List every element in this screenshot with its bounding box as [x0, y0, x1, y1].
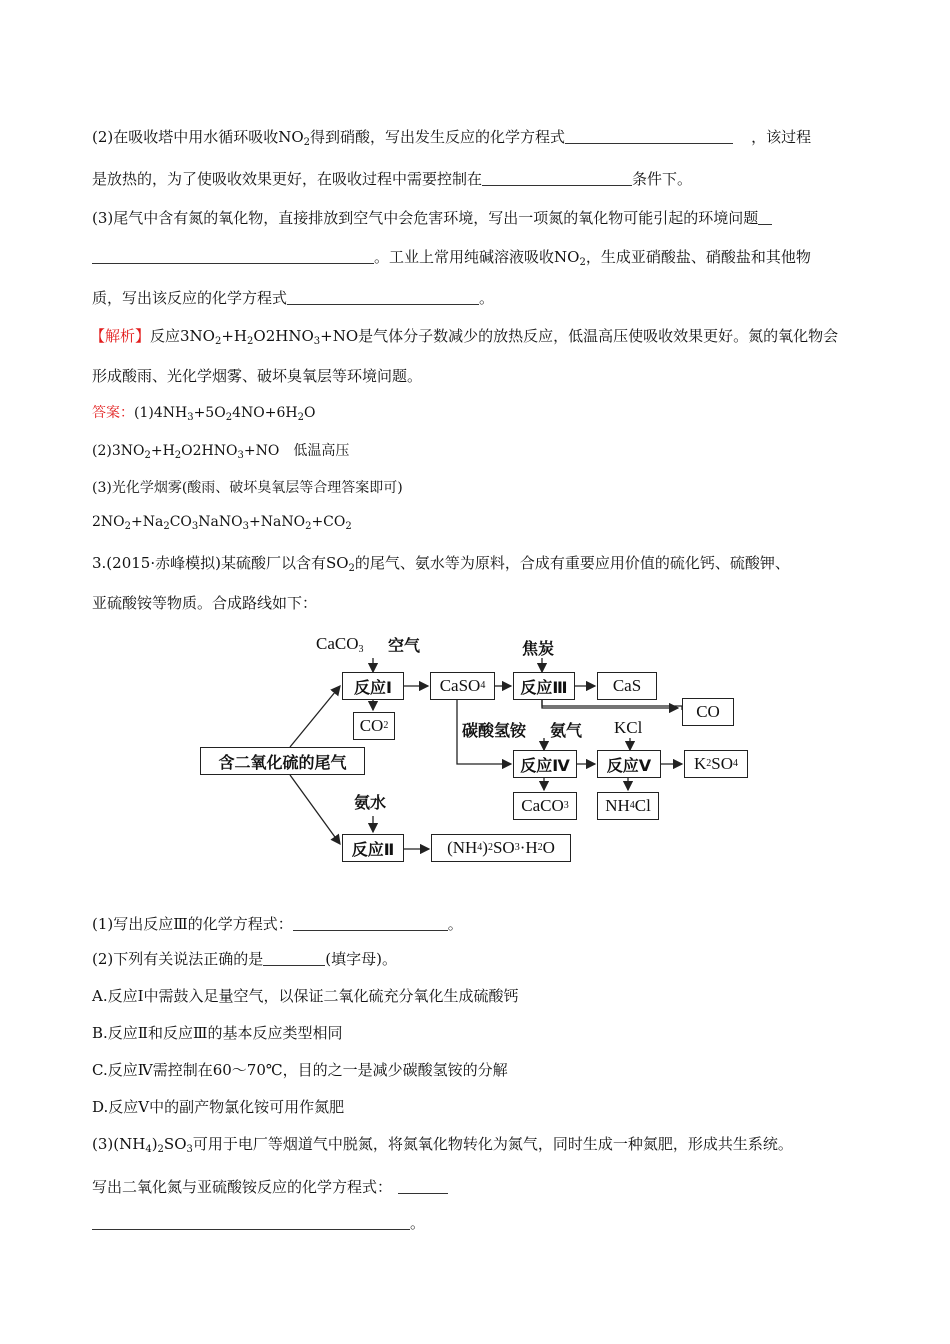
text: +NaNO	[249, 514, 306, 530]
text: O	[303, 405, 316, 421]
arrow-tail-r1	[290, 686, 340, 747]
text: (1)写出反应Ⅲ的化学方程式：	[92, 915, 293, 933]
text: 可用于电厂等烟道气中脱氮，将氮氧化物转化为氮气，同时生成一种氮肥，形成共生系统。	[192, 1135, 793, 1153]
subscript: 3	[242, 521, 249, 532]
answer-blank[interactable]	[565, 129, 733, 144]
answer-blank[interactable]	[92, 249, 374, 264]
subscript: 2	[297, 412, 304, 423]
text: +Na	[131, 514, 164, 530]
box-nh4cl: NH 4 Cl	[597, 792, 659, 820]
box-caco3-product: CaCO 3	[513, 792, 577, 820]
subscript: 4	[145, 1144, 152, 1155]
subscript: 2	[225, 412, 233, 423]
subscript: 3	[187, 412, 194, 423]
text: SO	[163, 1135, 187, 1153]
text: (2)下列有关说法正确的是	[92, 950, 264, 968]
text: (2)在吸收塔中用水循环吸收NO	[92, 128, 304, 146]
q3-part2	[92, 948, 397, 969]
box-reaction-2: 反应Ⅱ	[342, 834, 404, 862]
text: NH	[605, 796, 630, 815]
option-c[interactable]	[92, 1059, 508, 1080]
text: (3)光化学烟雾(酸雨、破坏臭氧层等合理答案即可)	[92, 480, 403, 496]
subscript: 2	[345, 521, 352, 532]
option-b[interactable]	[92, 1022, 342, 1043]
text: A.反应Ⅰ中需鼓入足量空气，以保证二氧化硫充分氧化生成硫酸钙	[92, 987, 519, 1005]
box-reaction-4: 反应Ⅳ	[513, 750, 577, 778]
subscript: 2	[174, 450, 182, 461]
text: (3)尾气中含有氮的氧化物，直接排放到空气中会危害环境，写出一项氮的氧化物可能引起的环境问题	[92, 209, 759, 227]
answer-blank[interactable]	[398, 1179, 448, 1194]
subscript: 3	[313, 336, 321, 347]
box-cas: CaS	[597, 672, 657, 700]
text: +5O	[193, 405, 226, 421]
box-ammonium-sulfite: (NH 4 ) 2 SO 3 ·H 2 O	[431, 834, 571, 862]
text: 。	[447, 915, 463, 933]
q2-part3-line1	[92, 207, 772, 228]
text: K	[693, 754, 707, 773]
text: 。	[479, 289, 495, 307]
subscript: 2	[348, 563, 355, 574]
text: +NO 低温高压	[243, 443, 350, 459]
subscript: 2	[579, 257, 586, 268]
text: O2HNO	[181, 443, 238, 459]
text: (填字母)。	[325, 950, 397, 968]
text: 反应3NO	[150, 327, 215, 345]
answer-line1	[92, 402, 315, 422]
text: +NO是气体分子数减少的放热反应，低温高压使吸收效果更好。氮的氧化物会	[320, 327, 839, 345]
q2-part3-line2	[92, 246, 811, 267]
text: 形成酸雨、光化学烟雾、破坏臭氧层等环境问题。	[92, 367, 423, 385]
text: 得到硝酸，写出发生反应的化学方程式	[310, 128, 566, 146]
text: (2)3NO	[92, 443, 145, 459]
text: (3)(NH	[92, 1135, 146, 1153]
answer-blank[interactable]	[92, 1215, 410, 1230]
text: CaSO	[439, 676, 481, 695]
option-d[interactable]	[92, 1096, 344, 1117]
subscript: 2	[157, 1144, 164, 1155]
text: 2NO	[92, 514, 125, 530]
answer-blank[interactable]	[287, 290, 479, 305]
q3-line2	[92, 592, 317, 613]
subscript: 2	[163, 521, 170, 532]
q3-part3-line1	[92, 1133, 793, 1154]
q2-part3-line3	[92, 287, 494, 308]
subscript: 3	[186, 1144, 193, 1155]
box-reaction-3: 反应Ⅲ	[513, 672, 575, 700]
option-a[interactable]	[92, 985, 519, 1006]
text: 条件下。	[632, 170, 693, 188]
text: SO	[711, 754, 733, 773]
text: ·H	[519, 838, 538, 857]
text: CaCO	[316, 634, 359, 653]
label-coke: 焦炭	[522, 639, 555, 658]
text: O2HNO	[253, 327, 314, 345]
text: SO	[492, 838, 515, 857]
text: (NH	[447, 838, 478, 857]
text: +CO	[311, 514, 346, 530]
subscript: 3	[191, 521, 199, 532]
answer-blank[interactable]	[758, 210, 772, 225]
answer-line4	[92, 514, 352, 530]
q2-part2-line2	[92, 168, 692, 189]
label-kcl: KCl	[614, 718, 643, 737]
text: D.反应Ⅴ中的副产物氯化铵可用作氮肥	[92, 1098, 345, 1116]
text: 。工业上常用纯碱溶液吸收NO	[374, 248, 580, 266]
q3-part3-line2	[92, 1176, 448, 1197]
box-k2so4: K 2 SO 4	[684, 750, 748, 778]
answer-tag: 答案：	[92, 405, 134, 421]
text: +H	[221, 327, 248, 345]
subscript: 3	[237, 450, 244, 461]
label-ammonia-gas: 氨气	[550, 721, 583, 740]
text: 亚硫酸铵等物质。合成路线如下：	[92, 594, 318, 612]
label-air: 空气	[388, 636, 421, 655]
subscript: 2	[144, 450, 151, 461]
subscript: 2	[247, 336, 254, 347]
text: 。	[410, 1214, 426, 1232]
text: Cl	[634, 796, 651, 815]
q3-part1	[92, 913, 463, 934]
box-co2: CO 2	[353, 712, 395, 740]
text: CaCO	[521, 796, 564, 815]
q3-part3-line3	[92, 1212, 425, 1233]
label-ammonia-water: 氨水	[354, 793, 387, 812]
box-co: CO	[682, 698, 734, 726]
box-reaction-5: 反应Ⅴ	[597, 750, 661, 778]
subscript: 2	[305, 521, 312, 532]
text: 的尾气、氨水等为原料，合成有重要应用价值的硫化钙、硫酸钾、	[354, 554, 790, 572]
subscript: 3	[358, 644, 364, 655]
text: NaNO	[198, 514, 243, 530]
answer-blank[interactable]	[293, 916, 448, 931]
text: ，该过程	[751, 128, 812, 146]
text: 3.(2015·赤峰模拟)某硫酸厂以含有SO	[92, 554, 349, 572]
analysis-line2	[92, 365, 422, 386]
text: 写出二氧化氮与亚硫酸铵反应的化学方程式：	[92, 1178, 393, 1196]
text: CO	[359, 716, 384, 735]
text: (1)4NH	[134, 405, 188, 421]
answer-line3	[92, 477, 403, 497]
text: C.反应Ⅳ需控制在60～70℃，目的之一是减少碳酸氢铵的分解	[92, 1061, 508, 1079]
subscript: 2	[303, 137, 311, 148]
box-tail-gas: 含二氧化硫的尾气	[200, 747, 365, 775]
box-reaction-1: 反应Ⅰ	[342, 672, 404, 700]
text: CO	[169, 514, 192, 530]
text: O	[542, 838, 555, 857]
synthesis-route-diagram	[200, 630, 760, 870]
label-ammonium-bicarbonate: 碳酸氢铵	[462, 721, 527, 740]
text: +H	[150, 443, 175, 459]
arrow-r3-co	[542, 700, 678, 708]
answer-blank[interactable]	[263, 951, 325, 966]
answer-blank[interactable]	[482, 171, 632, 186]
text: 4NO+6H	[232, 405, 298, 421]
answer-line2	[92, 440, 349, 460]
analysis-tag: 【解析】	[90, 327, 151, 345]
analysis-line1	[90, 325, 838, 346]
box-caso4: CaSO 4	[430, 672, 495, 700]
text: ，生成亚硝酸盐、硝酸盐和其他物	[585, 248, 811, 266]
q3-line1	[92, 552, 790, 573]
label-caco3	[316, 634, 364, 654]
text: )	[482, 838, 488, 857]
text: B.反应Ⅱ和反应Ⅲ的基本反应类型相同	[92, 1024, 343, 1042]
subscript: 2	[214, 336, 222, 347]
text: 是放热的，为了使吸收效果更好，在吸收过程中需要控制在	[92, 170, 483, 188]
text: )	[151, 1135, 158, 1153]
text: 质，写出该反应的化学方程式	[92, 289, 288, 307]
arrow-tail-r2	[290, 775, 340, 844]
subscript: 2	[124, 521, 132, 532]
q2-part2-line1	[92, 126, 811, 147]
